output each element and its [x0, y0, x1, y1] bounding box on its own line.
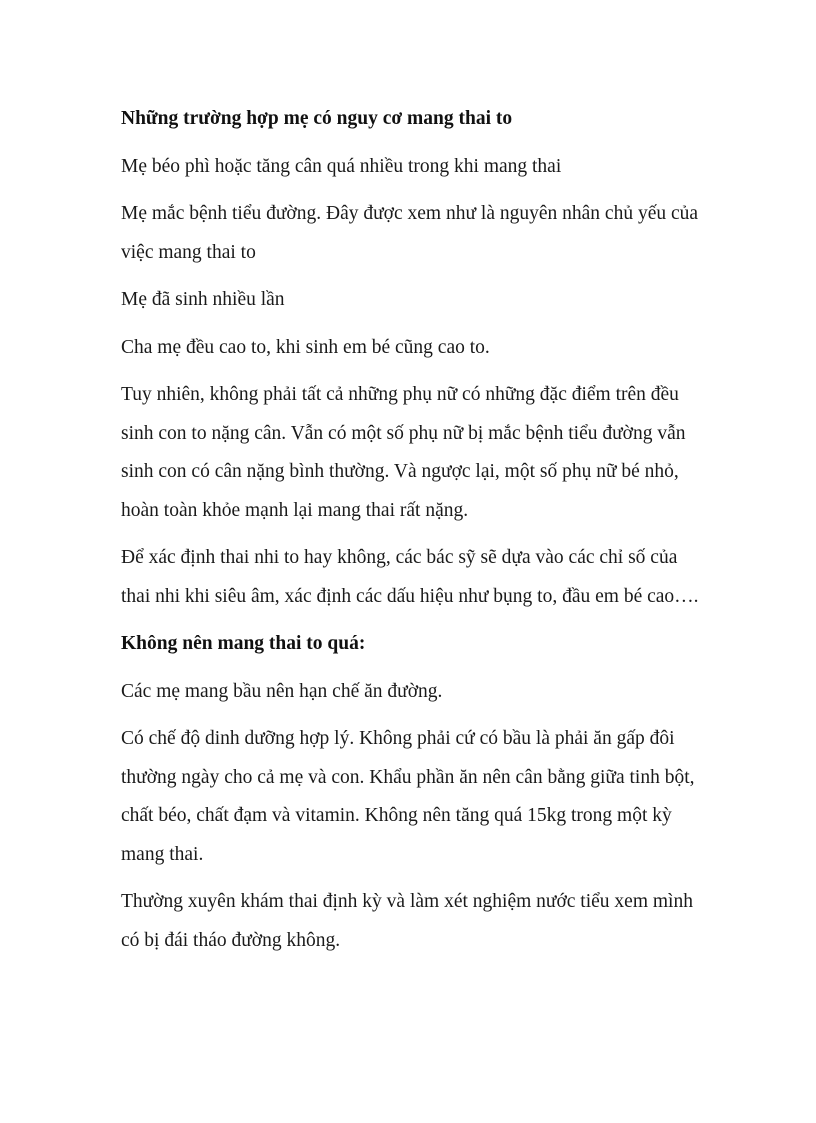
paragraph-diabetes: Mẹ mắc bệnh tiểu đường. Đây được xem như là nguyên nhân chủ yếu của việc mang thai to — [121, 203, 699, 263]
paragraph-however: Tuy nhiên, không phải tất cả những phụ nữ có những đặc điểm trên đều sinh con to nặng cân. Vẫn có một số phụ nữ bị mắc bệnh tiểu đường vẫn sinh con có cân nặng bình thường. Và ngược lại, một số phụ nữ bé nhỏ, hoàn toàn khỏe mạnh lại mang thai rất nặng. — [121, 384, 686, 521]
document-body — [121, 100, 706, 969]
section-heading-prevention: Không nên mang thai to quá: — [121, 633, 366, 654]
paragraph-nutrition: Có chế độ dinh dưỡng hợp lý. Không phải cứ có bầu là phải ăn gấp đôi thường ngày cho cả mẹ và con. Khẩu phần ăn nên cân bằng giữa tinh bột, chất béo, chất đạm và vitamin. Không nên tăng quá 15kg trong một kỳ mang thai. — [121, 728, 695, 865]
paragraph-limit-sugar: Các mẹ mang bầu nên hạn chế ăn đường. — [121, 680, 443, 702]
paragraph-multiple-births: Mẹ đã sinh nhiều lần — [121, 289, 285, 310]
section-heading-risk-cases: Những trường hợp mẹ có nguy cơ mang thai to — [121, 108, 513, 129]
paragraph-tall-parents: Cha mẹ đều cao to, khi sinh em bé cũng cao to. — [121, 336, 490, 358]
paragraph-obesity: Mẹ béo phì hoặc tăng cân quá nhiều trong khi mang thai — [121, 155, 562, 177]
paragraph-diagnosis: Để xác định thai nhi to hay không, các bác sỹ sẽ dựa vào các chỉ số của thai nhi khi siêu âm, xác định các dấu hiệu như bụng to, đầu em bé cao…. — [121, 547, 699, 607]
paragraph-checkups: Thường xuyên khám thai định kỳ và làm xét nghiệm nước tiểu xem mình có bị đái tháo đường không. — [121, 891, 693, 951]
